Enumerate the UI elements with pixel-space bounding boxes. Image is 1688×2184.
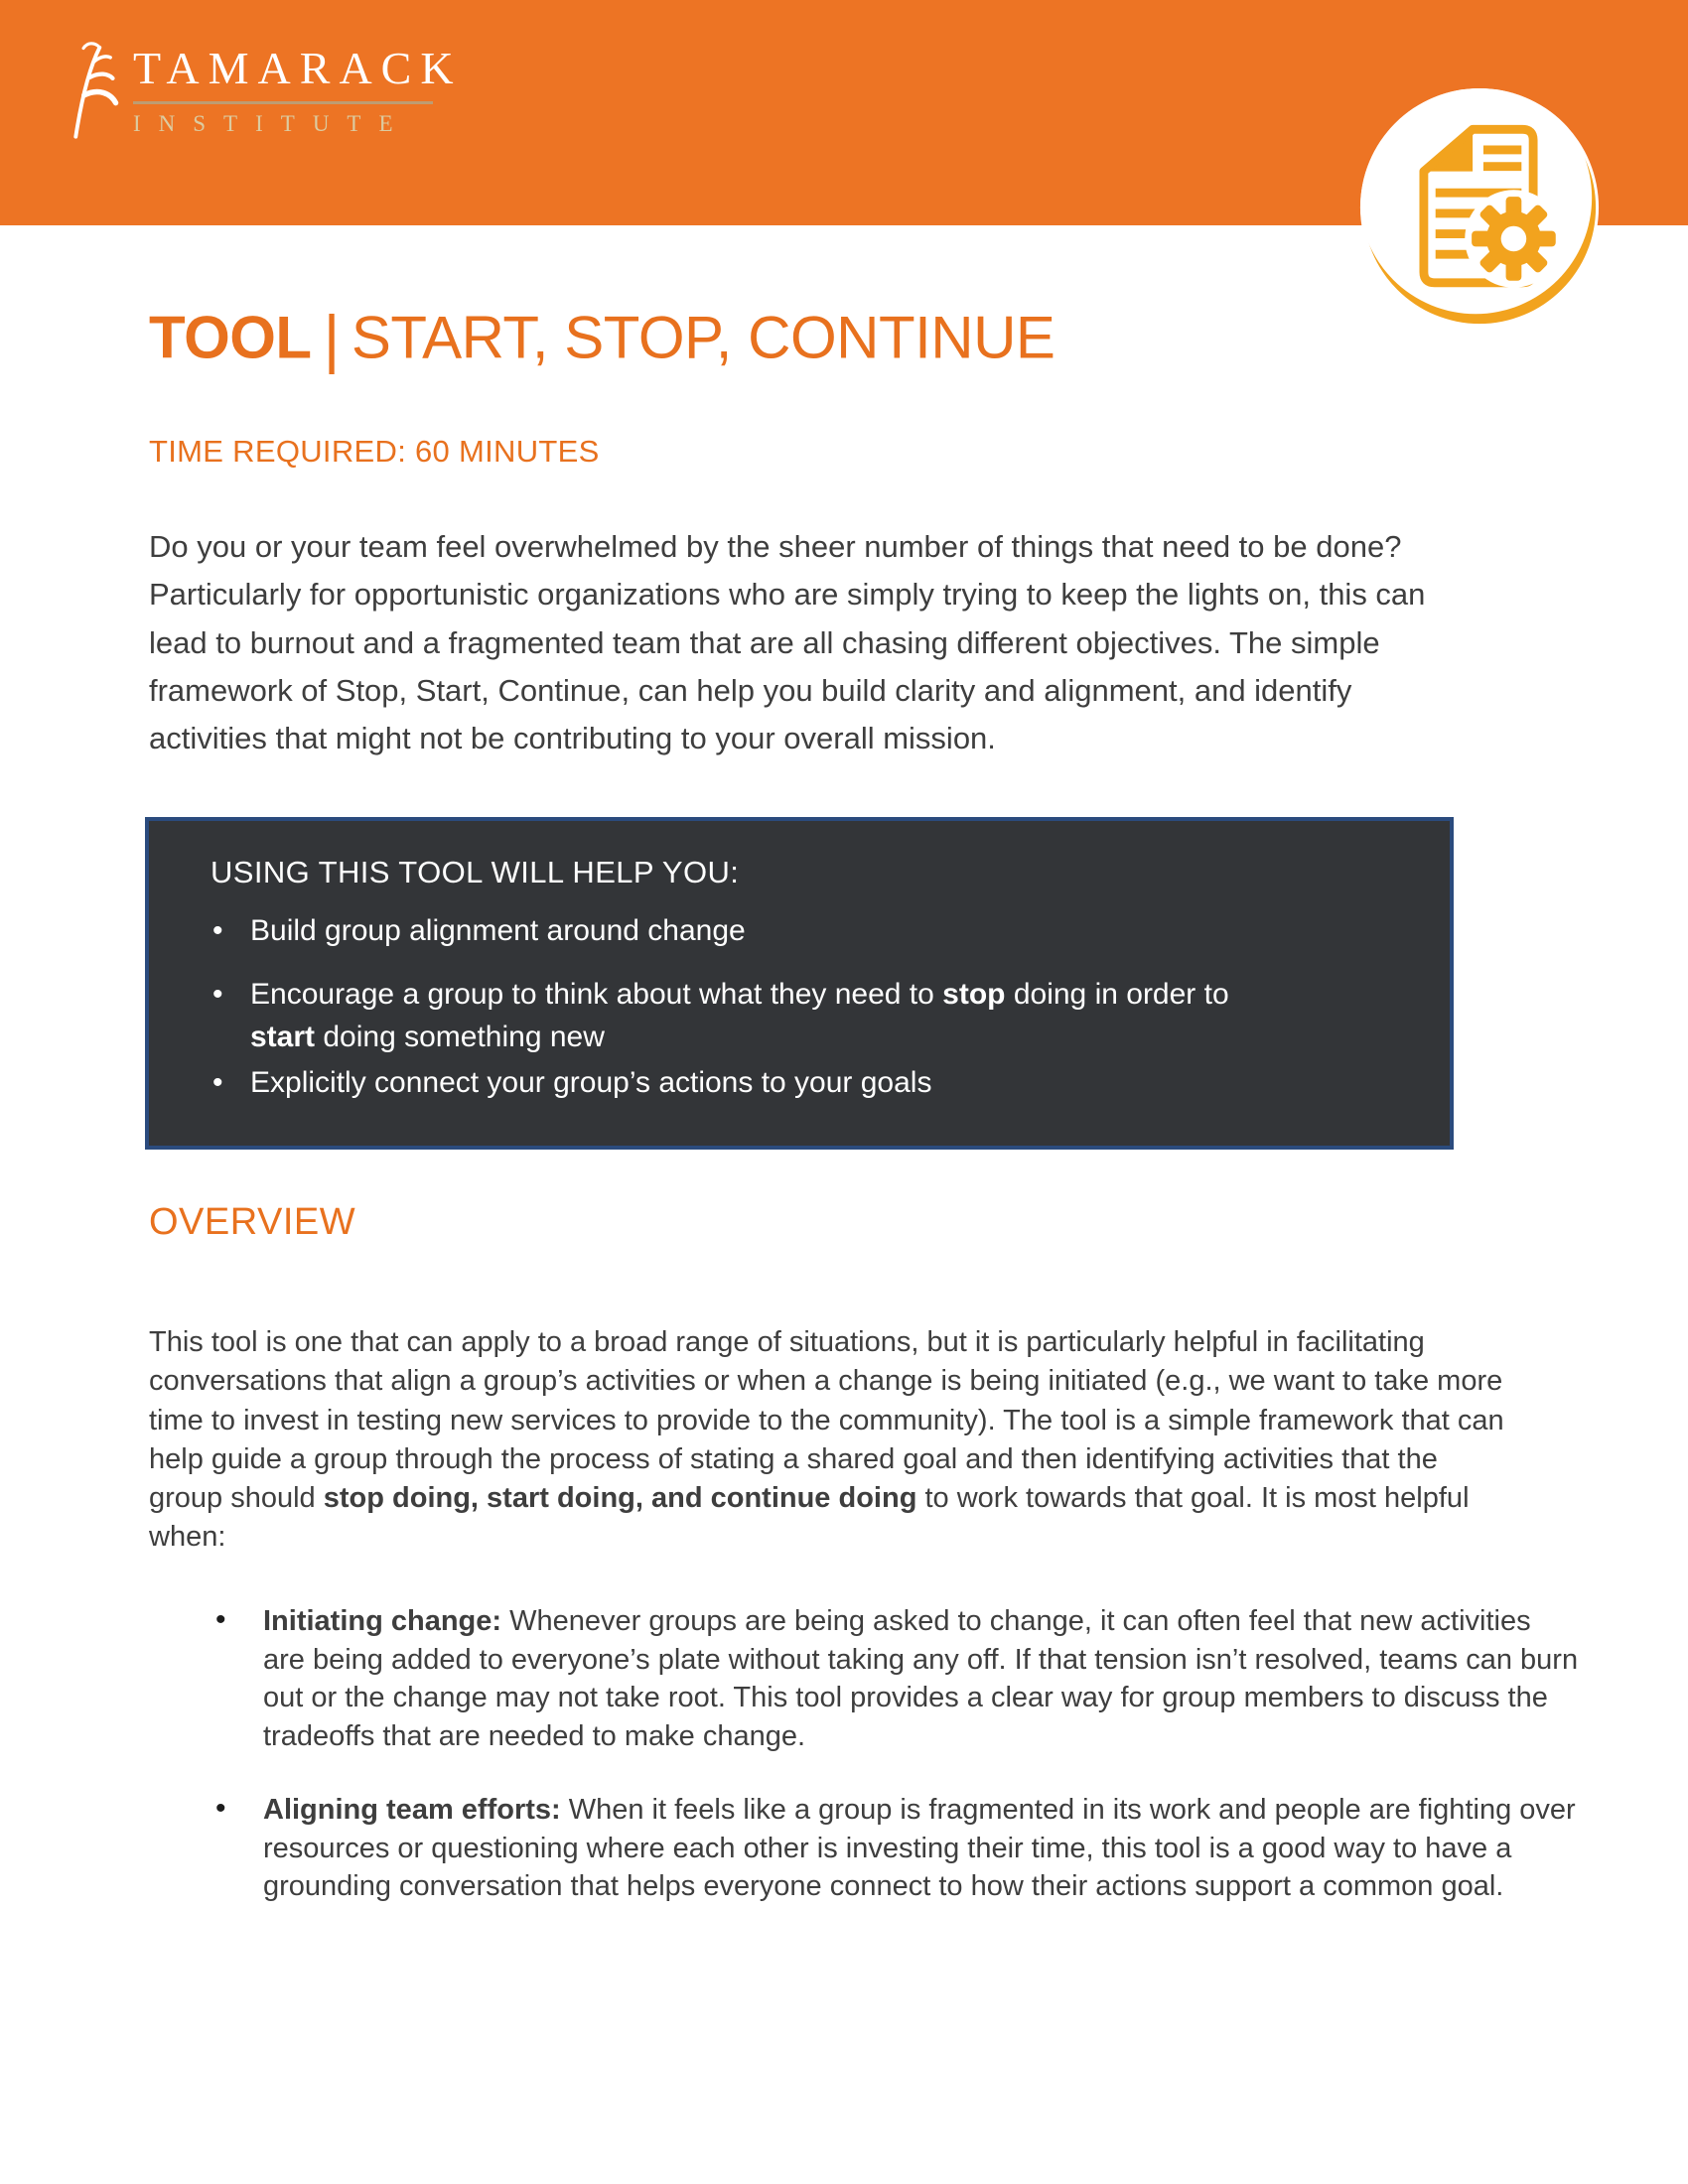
list-item	[250, 973, 1243, 1059]
gear-icon	[1472, 197, 1556, 281]
title-prefix: TOOL	[149, 304, 312, 371]
list-item	[263, 1791, 1579, 1906]
overview-paragraph: This tool is one that can apply to a broad range of situations, but it is particularly helpful in facilitating conversations that align a group’s activities or when a change is being initiated (e.g., we want to take more time to invest in testing new services to provide to the community). The tool is a simple framework that can help guide a group through the process of stating a shared goal and then identifying activities that the group should stop doing, start doing, and continue doing to work towards that goal. It is most helpful when:	[149, 1326, 1504, 1553]
title-separator: |	[323, 302, 340, 374]
list-item-text: Explicitly connect your group’s actions to your goals	[250, 1065, 932, 1099]
title-rest: START, STOP, CONTINUE	[351, 304, 1055, 371]
list-item-text: Build group alignment around change	[250, 914, 746, 948]
list-item-text: Encourage a group to think about what they need to stop doing in order to start doing something new	[250, 977, 1229, 1054]
list-item	[250, 1061, 1243, 1105]
logo-brand-text: TAMARACK	[133, 43, 463, 93]
tamarack-tree-icon	[60, 28, 121, 155]
list-item-text: Initiating change: Whenever groups are being asked to change, it can often feel that new activities are being added to everyone’s plate without taking any off. If that tension isn’t resolved, teams can burn out or the change may not take root. This tool provides a clear way for group members to discuss the tradeoffs that are needed to make change.	[263, 1605, 1579, 1752]
list-item-text: Aligning team efforts: When it feels like a group is fragmented in its work and people are fighting over resources or questioning where each other is investing their time, this tool is a good way to have a grounding conversation that helps everyone connect to how their actions support a common goal.	[263, 1794, 1576, 1903]
tamarack-logo	[60, 28, 463, 155]
overview-heading: OVERVIEW	[149, 1201, 356, 1244]
logo-text-block	[133, 43, 463, 136]
help-box	[145, 817, 1454, 1150]
logo-divider	[133, 101, 433, 104]
document-gear-icon	[1357, 85, 1602, 330]
intro-paragraph: Do you or your team feel overwhelmed by the sheer number of things that need to be done? Particularly for opportunistic organizations who are simply trying to keep the lights on, this can lead to burnout and a fragmented team that are all chasing different objectives. The simple framework of Stop, Start, Continue, can help you build clarity and alignment, and identify activities that might not be contributing to your overall mission.	[149, 529, 1426, 756]
help-box-list	[211, 909, 1243, 1104]
logo-sub-text: INSTITUTE	[133, 111, 411, 136]
document-body	[0, 302, 1688, 1906]
time-required-label: TIME REQUIRED: 60 MINUTES	[149, 434, 600, 470]
list-item	[250, 909, 1243, 953]
help-box-heading: USING THIS TOOL WILL HELP YOU:	[211, 854, 740, 889]
overview-list	[149, 1602, 1579, 1906]
list-item	[263, 1602, 1579, 1755]
